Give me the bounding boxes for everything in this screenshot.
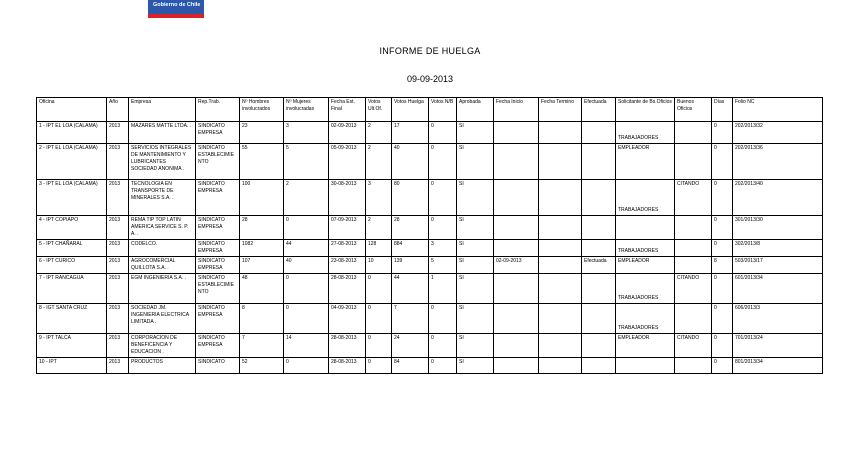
cell-votos-huelga: 17 bbox=[392, 122, 429, 144]
cell-hombres: 8 bbox=[240, 304, 284, 334]
cell-oficina: 6 - IPT CURICO bbox=[37, 257, 107, 274]
column-header: Fecha Inicio bbox=[494, 98, 539, 122]
cell-dias: 0 bbox=[712, 122, 733, 144]
cell-fecha-inicio bbox=[494, 144, 539, 180]
cell-folio: 302/2013/8 bbox=[733, 240, 823, 257]
cell-votos-huelga: 44 bbox=[392, 274, 429, 304]
cell-oficina: 2 - IPT EL LOA (CALAMA) bbox=[37, 144, 107, 180]
cell-fecha-est: 30-08-2013 bbox=[329, 180, 366, 216]
cell-fecha-termino bbox=[539, 358, 582, 374]
cell-fecha-est: 23-08-2013 bbox=[329, 257, 366, 274]
cell-efectuada bbox=[582, 304, 616, 334]
cell-efectuada bbox=[582, 122, 616, 144]
cell-empresa: EGM INGENIERIA S.A. . bbox=[129, 274, 196, 304]
cell-votos-ult: 128 bbox=[366, 240, 392, 257]
cell-fecha-inicio bbox=[494, 334, 539, 358]
cell-buenos bbox=[675, 216, 712, 240]
cell-solicitante: TRABAJADORES bbox=[616, 180, 675, 216]
cell-votos-ult: 3 bbox=[366, 180, 392, 216]
cell-efectuada: Efectuada bbox=[582, 257, 616, 274]
cell-rep: SINDICATO EMPRESA bbox=[196, 304, 240, 334]
cell-efectuada bbox=[582, 358, 616, 374]
report-title: INFORME DE HUELGA bbox=[379, 46, 481, 56]
cell-empresa: REMA TIP TOP LATIN AMERICA SERVICE S. P. A. . bbox=[129, 216, 196, 240]
table-header-row bbox=[37, 98, 823, 122]
cell-folio: 202/2013/40 bbox=[733, 180, 823, 216]
cell-aprobada: SI bbox=[457, 122, 494, 144]
cell-oficina: 3 - IPT EL LOA (CALAMA) bbox=[37, 180, 107, 216]
cell-anio: 2013 bbox=[107, 240, 129, 257]
cell-votos-nb: 0 bbox=[429, 304, 457, 334]
strike-report-table bbox=[36, 97, 823, 374]
cell-oficina: 4 - IPT COPIAPO bbox=[37, 216, 107, 240]
table-row bbox=[37, 180, 823, 216]
cell-fecha-termino bbox=[539, 122, 582, 144]
cell-fecha-est: 28-08-2013 bbox=[329, 334, 366, 358]
cell-fecha-est: 27-08-2013 bbox=[329, 240, 366, 257]
cell-fecha-termino bbox=[539, 240, 582, 257]
column-header: Solicitante de Bs.Oficios bbox=[616, 98, 675, 122]
cell-empresa: AGROCOMERCIAL QUILLOTA S.A. . bbox=[129, 257, 196, 274]
cell-buenos: CITANDO bbox=[675, 180, 712, 216]
cell-solicitante: EMPLEADOR bbox=[616, 257, 675, 274]
cell-mujeres: 14 bbox=[284, 334, 329, 358]
table-row bbox=[37, 358, 823, 374]
cell-aprobada: SI bbox=[457, 144, 494, 180]
cell-solicitante bbox=[616, 358, 675, 374]
cell-hombres: 100 bbox=[240, 180, 284, 216]
cell-fecha-inicio bbox=[494, 358, 539, 374]
cell-dias: 0 bbox=[712, 240, 733, 257]
cell-oficina: 8 - IGT SANTA CRUZ bbox=[37, 304, 107, 334]
column-header: Votos Huelga bbox=[392, 98, 429, 122]
cell-solicitante: TRABAJADORES bbox=[616, 122, 675, 144]
cell-fecha-est: 04-09-2013 bbox=[329, 304, 366, 334]
cell-hombres: 52 bbox=[240, 358, 284, 374]
cell-fecha-termino bbox=[539, 180, 582, 216]
table-row bbox=[37, 122, 823, 144]
cell-dias: 0 bbox=[712, 358, 733, 374]
cell-folio: 606/2013/3 bbox=[733, 304, 823, 334]
cell-rep: SINDICATO EMPRESA bbox=[196, 240, 240, 257]
cell-hombres: 1082 bbox=[240, 240, 284, 257]
cell-oficina: 5 - IPT CHAÑARAL bbox=[37, 240, 107, 257]
column-header: Fecha Est. Final bbox=[329, 98, 366, 122]
cell-aprobada: SI bbox=[457, 240, 494, 257]
cell-anio: 2013 bbox=[107, 216, 129, 240]
cell-mujeres: 44 bbox=[284, 240, 329, 257]
cell-dias: 0 bbox=[712, 304, 733, 334]
cell-buenos bbox=[675, 240, 712, 257]
cell-mujeres: 0 bbox=[284, 358, 329, 374]
cell-fecha-termino bbox=[539, 334, 582, 358]
cell-anio: 2013 bbox=[107, 334, 129, 358]
cell-efectuada bbox=[582, 216, 616, 240]
column-header: Rep.Trab. bbox=[196, 98, 240, 122]
cell-fecha-est: 02-09-2013 bbox=[329, 122, 366, 144]
cell-fecha-inicio bbox=[494, 274, 539, 304]
cell-hombres: 107 bbox=[240, 257, 284, 274]
column-header: Buenos Oficios bbox=[675, 98, 712, 122]
table-row bbox=[37, 240, 823, 257]
cell-rep: SINDICATO ESTABLECIMIENTO bbox=[196, 144, 240, 180]
cell-votos-ult: 10 bbox=[366, 257, 392, 274]
cell-votos-huelga: 80 bbox=[392, 180, 429, 216]
cell-votos-nb: 5 bbox=[429, 257, 457, 274]
cell-mujeres: 5 bbox=[284, 144, 329, 180]
cell-rep: SINDICATO EMPRESA bbox=[196, 257, 240, 274]
cell-votos-nb: 0 bbox=[429, 358, 457, 374]
cell-solicitante: TRABAJADORES bbox=[616, 304, 675, 334]
cell-votos-nb: 0 bbox=[429, 334, 457, 358]
cell-anio: 2013 bbox=[107, 274, 129, 304]
cell-rep: SINDICATO bbox=[196, 358, 240, 374]
cell-fecha-est: 05-09-2013 bbox=[329, 144, 366, 180]
column-header: Folio NC bbox=[733, 98, 823, 122]
cell-anio: 2013 bbox=[107, 122, 129, 144]
cell-solicitante bbox=[616, 216, 675, 240]
cell-dias: 8 bbox=[712, 257, 733, 274]
cell-votos-ult: 0 bbox=[366, 334, 392, 358]
cell-votos-ult: 2 bbox=[366, 144, 392, 180]
column-header: Días bbox=[712, 98, 733, 122]
cell-fecha-est: 28-08-2013 bbox=[329, 358, 366, 374]
cell-anio: 2013 bbox=[107, 304, 129, 334]
cell-folio: 301/2013/30 bbox=[733, 216, 823, 240]
cell-anio: 2013 bbox=[107, 144, 129, 180]
cell-hombres: 48 bbox=[240, 274, 284, 304]
cell-votos-nb: 0 bbox=[429, 180, 457, 216]
cell-solicitante: EMPLEADOR bbox=[616, 334, 675, 358]
cell-folio: 701/2013/24 bbox=[733, 334, 823, 358]
report-date: 09-09-2013 bbox=[406, 74, 454, 84]
cell-efectuada bbox=[582, 240, 616, 257]
cell-anio: 2013 bbox=[107, 180, 129, 216]
cell-votos-nb: 1 bbox=[429, 274, 457, 304]
cell-hombres: 23 bbox=[240, 122, 284, 144]
cell-votos-huelga: 24 bbox=[392, 334, 429, 358]
column-header: Nº Hombres involucrados bbox=[240, 98, 284, 122]
cell-solicitante: EMPLEADOR bbox=[616, 144, 675, 180]
cell-votos-huelga: 139 bbox=[392, 257, 429, 274]
table-row bbox=[37, 334, 823, 358]
cell-aprobada: SI bbox=[457, 216, 494, 240]
cell-votos-ult: 0 bbox=[366, 304, 392, 334]
column-header: Nº Mujeres involucradas bbox=[284, 98, 329, 122]
cell-dias: 0 bbox=[712, 274, 733, 304]
cell-hombres: 28 bbox=[240, 216, 284, 240]
cell-oficina: 10 - IPT bbox=[37, 358, 107, 374]
logo-stripe bbox=[148, 14, 204, 18]
cell-rep: SINDICATO EMPRESA bbox=[196, 180, 240, 216]
cell-votos-ult: 2 bbox=[366, 122, 392, 144]
cell-votos-huelga: 40 bbox=[392, 144, 429, 180]
cell-empresa: SERVICIOS INTEGRALES DE MANTENIMIENTO Y LUBRICANTES SOCIEDAD ANONIMA . bbox=[129, 144, 196, 180]
cell-buenos bbox=[675, 358, 712, 374]
column-header: Año bbox=[107, 98, 129, 122]
cell-fecha-inicio bbox=[494, 180, 539, 216]
cell-empresa: SOCIEDAD JM. INGENIERIA ELECTRICA LIMITADA . bbox=[129, 304, 196, 334]
cell-efectuada bbox=[582, 144, 616, 180]
cell-folio: 202/2013/36 bbox=[733, 144, 823, 180]
cell-votos-huelga: 884 bbox=[392, 240, 429, 257]
cell-fecha-est: 28-08-2013 bbox=[329, 274, 366, 304]
cell-rep: SINDICATO EMPRESA bbox=[196, 216, 240, 240]
cell-mujeres: 0 bbox=[284, 274, 329, 304]
cell-votos-huelga: 7 bbox=[392, 304, 429, 334]
cell-buenos bbox=[675, 257, 712, 274]
cell-rep: SINDICATO ESTABLECIMIENTO bbox=[196, 274, 240, 304]
cell-buenos bbox=[675, 122, 712, 144]
cell-fecha-inicio: 02-09-2013 bbox=[494, 257, 539, 274]
cell-dias: 0 bbox=[712, 334, 733, 358]
cell-fecha-termino bbox=[539, 216, 582, 240]
cell-folio: 503/2013/17 bbox=[733, 257, 823, 274]
column-header: Empresa bbox=[129, 98, 196, 122]
cell-folio: 801/2013/34 bbox=[733, 358, 823, 374]
cell-dias: 0 bbox=[712, 144, 733, 180]
cell-votos-huelga: 84 bbox=[392, 358, 429, 374]
column-header: Votos N/B bbox=[429, 98, 457, 122]
cell-votos-nb: 0 bbox=[429, 216, 457, 240]
cell-rep: SINDICATO EMPRESA bbox=[196, 122, 240, 144]
cell-dias: 0 bbox=[712, 216, 733, 240]
cell-fecha-termino bbox=[539, 304, 582, 334]
table-row bbox=[37, 257, 823, 274]
cell-buenos: CITANDO bbox=[675, 274, 712, 304]
cell-fecha-est: 07-09-2013 bbox=[329, 216, 366, 240]
cell-mujeres: 3 bbox=[284, 122, 329, 144]
cell-oficina: 7 - IPT RANCAGUA bbox=[37, 274, 107, 304]
cell-votos-nb: 0 bbox=[429, 144, 457, 180]
cell-efectuada bbox=[582, 274, 616, 304]
cell-anio: 2013 bbox=[107, 358, 129, 374]
cell-fecha-termino bbox=[539, 144, 582, 180]
cell-fecha-termino bbox=[539, 274, 582, 304]
cell-empresa: CORPORACION DE BENEFICENCIA Y EDUCACION . bbox=[129, 334, 196, 358]
cell-oficina: 9 - IPT TALCA bbox=[37, 334, 107, 358]
table-row bbox=[37, 274, 823, 304]
table-row bbox=[37, 304, 823, 334]
cell-oficina: 1 - IPT EL LOA (CALAMA) bbox=[37, 122, 107, 144]
cell-folio: 601/2013/34 bbox=[733, 274, 823, 304]
column-header: Aprobada bbox=[457, 98, 494, 122]
cell-hombres: 7 bbox=[240, 334, 284, 358]
logo-text: Gobierno de Chile bbox=[153, 2, 201, 8]
cell-hombres: 55 bbox=[240, 144, 284, 180]
table-row bbox=[37, 144, 823, 180]
cell-efectuada bbox=[582, 180, 616, 216]
cell-empresa: CODELCO. bbox=[129, 240, 196, 257]
cell-votos-nb: 3 bbox=[429, 240, 457, 257]
cell-mujeres: 0 bbox=[284, 304, 329, 334]
cell-empresa: MAZARES MATTE LTDA. . bbox=[129, 122, 196, 144]
cell-fecha-inicio bbox=[494, 216, 539, 240]
column-header: Oficina bbox=[37, 98, 107, 122]
cell-votos-ult: 0 bbox=[366, 274, 392, 304]
cell-rep: SINDICATO EMPRESA bbox=[196, 334, 240, 358]
cell-buenos bbox=[675, 144, 712, 180]
cell-aprobada: SI bbox=[457, 358, 494, 374]
cell-votos-ult: 0 bbox=[366, 358, 392, 374]
cell-votos-huelga: 28 bbox=[392, 216, 429, 240]
table-row bbox=[37, 216, 823, 240]
cell-empresa: TECNOLOGIA EN TRANSPORTE DE MINERALES S.A. . bbox=[129, 180, 196, 216]
cell-fecha-inicio bbox=[494, 240, 539, 257]
column-header: Votos Ult.Of. bbox=[366, 98, 392, 122]
cell-anio: 2013 bbox=[107, 257, 129, 274]
cell-mujeres: 0 bbox=[284, 216, 329, 240]
cell-empresa: PRODUCTOS bbox=[129, 358, 196, 374]
cell-fecha-inicio bbox=[494, 304, 539, 334]
cell-aprobada: SI bbox=[457, 274, 494, 304]
cell-efectuada bbox=[582, 334, 616, 358]
cell-mujeres: 2 bbox=[284, 180, 329, 216]
cell-votos-ult: 2 bbox=[366, 216, 392, 240]
cell-aprobada: SI bbox=[457, 180, 494, 216]
column-header: Efectuada bbox=[582, 98, 616, 122]
cell-dias: 0 bbox=[712, 180, 733, 216]
cell-votos-nb: 0 bbox=[429, 122, 457, 144]
cell-folio: 202/2013/32 bbox=[733, 122, 823, 144]
cell-fecha-inicio bbox=[494, 122, 539, 144]
cell-aprobada: SI bbox=[457, 334, 494, 358]
cell-mujeres: 40 bbox=[284, 257, 329, 274]
cell-buenos: CITANDO bbox=[675, 334, 712, 358]
cell-buenos bbox=[675, 304, 712, 334]
cell-aprobada: SI bbox=[457, 304, 494, 334]
cell-solicitante: TRABAJADORES bbox=[616, 240, 675, 257]
cell-aprobada: SI bbox=[457, 257, 494, 274]
cell-solicitante: TRABAJADORES bbox=[616, 274, 675, 304]
cell-fecha-termino bbox=[539, 257, 582, 274]
column-header: Fecha Termino bbox=[539, 98, 582, 122]
